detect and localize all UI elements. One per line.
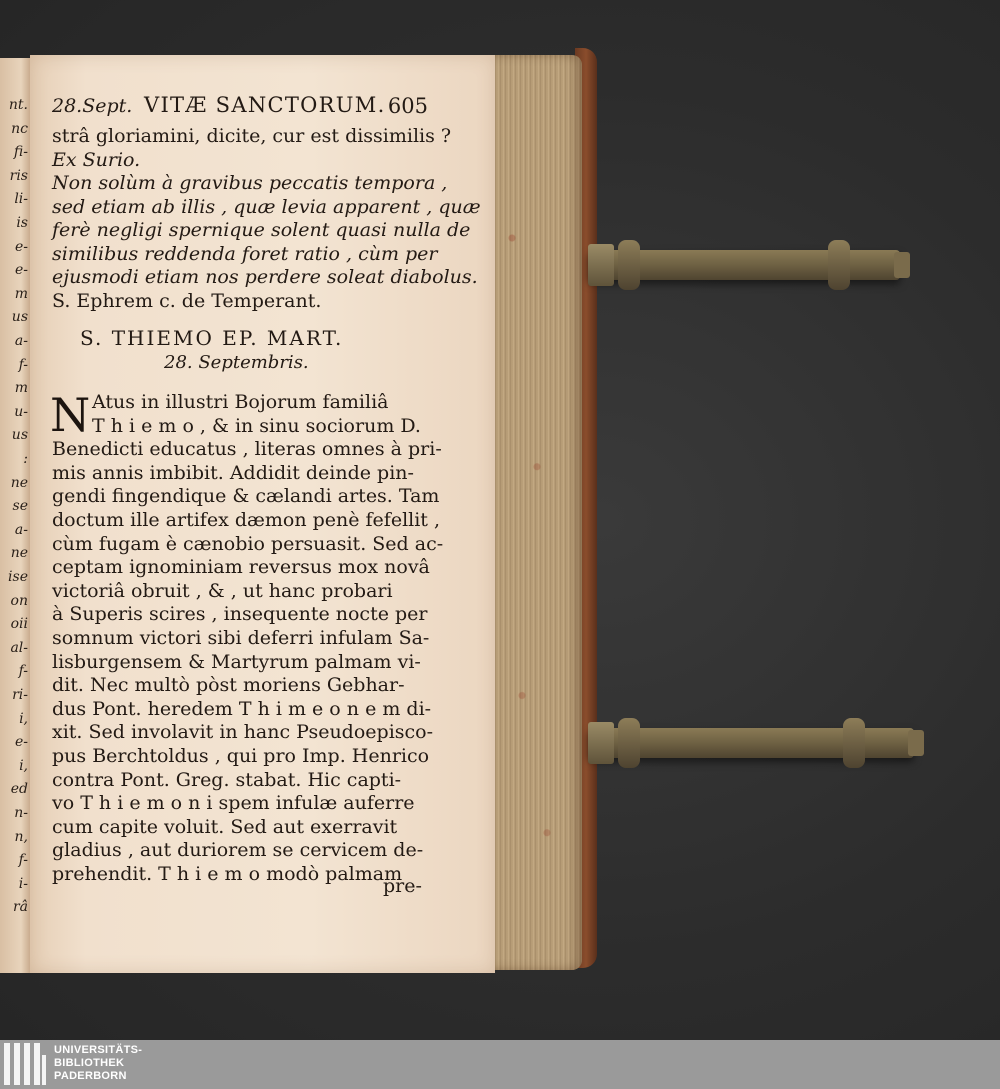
body-text-line: T h i e m o , & in sinu sociorum D.: [92, 414, 421, 437]
running-head-title: VITÆ SANCTORUM.: [144, 93, 386, 117]
body-text-line: cum capite voluit. Sed aut exerravit: [52, 815, 398, 838]
facing-page-fragment: :: [23, 451, 28, 467]
facing-page-fragment: f-: [18, 663, 28, 680]
facing-page-fragment: oii: [10, 616, 28, 633]
body-text-line: cùm fugam è cænobio persuasit. Sed ac-: [52, 532, 444, 555]
upper-text-line: sed etiam ab illis , quæ levia apparent , quæ: [52, 195, 481, 218]
body-text-line: victoriâ obruit , & , ut hanc probari: [52, 579, 393, 602]
facing-page-fragment: us: [11, 309, 28, 326]
running-head-date: 28.Sept.: [52, 95, 133, 117]
facing-page-fragment: m: [14, 380, 28, 397]
body-text-line: doctum ille artifex dæmon penè fefellit ,: [52, 509, 441, 531]
section-heading: S. THIEMO EP. MART.: [80, 326, 344, 350]
body-text-line: mis annis imbibit. Addidit deinde pin-: [52, 461, 414, 484]
upper-text-line: ejusmodi etiam nos perdere soleat diabolus.: [52, 266, 478, 288]
page-block-edge: [482, 55, 582, 970]
upper-text-line: ferè negligi spernique solent quasi nulla de: [52, 219, 471, 241]
facing-page-fragment: fi-: [13, 144, 28, 161]
facing-page-fragment: e-: [14, 734, 28, 751]
upper-text-line: Non solùm à gravibus peccatis tempora ,: [52, 172, 448, 194]
facing-page-fragment: ris: [9, 167, 28, 184]
facing-page-fragment: a-: [14, 333, 28, 349]
facing-page-fragment: ise: [8, 569, 28, 585]
footer-bar: [0, 1040, 1000, 1089]
facing-page-fragment: ne: [10, 474, 28, 491]
body-text-line: Benedicti educatus , literas omnes à pri-: [52, 438, 442, 461]
facing-page-edge: [0, 58, 31, 973]
body-text-line: vo T h i e m o n i spem infulæ auferre: [52, 792, 415, 815]
facing-page-fragment: e-: [14, 262, 28, 279]
body-text-line: gendi fingendique & cælandi artes. Tam: [52, 485, 440, 508]
upper-text-line: similibus reddenda foret ratio , cùm per: [52, 242, 438, 265]
catchword: pre-: [383, 875, 422, 897]
logo-line-2: BIBLIOTHEK: [54, 1057, 125, 1069]
upper-clasp: [588, 250, 900, 280]
facing-page-fragment: nt.: [8, 97, 28, 113]
section-date: 28. Septembris.: [164, 352, 309, 373]
logo-line-1: UNIVERSITÄTS-: [54, 1044, 143, 1056]
body-text-line: gladius , aut duriorem se cervicem de-: [52, 839, 424, 862]
body-text-line: ceptam ignominiam reversus mox novâ: [52, 556, 430, 579]
body-text-line: pus Berchtoldus , qui pro Imp. Henrico: [52, 745, 430, 767]
facing-page-fragment: f-: [18, 852, 28, 869]
facing-page-fragment: râ: [12, 899, 28, 916]
facing-page-fragment: n,: [14, 828, 28, 845]
facing-page-fragment: i,: [19, 757, 28, 774]
logo-line-3: PADERBORN: [54, 1070, 127, 1082]
page-number: 605: [387, 94, 428, 118]
facing-page-fragment: ri-: [12, 687, 28, 703]
facing-page-fragment: us: [11, 427, 28, 444]
body-text-line: lisburgensem & Martyrum palmam vi-: [52, 650, 421, 673]
body-text-line: xit. Sed involavit in hanc Pseudoepisco-: [52, 721, 434, 744]
facing-page-fragment: is: [16, 215, 28, 231]
library-logo-icon: [4, 1043, 50, 1085]
facing-page-fragment: nc: [11, 120, 28, 137]
running-head: [52, 93, 428, 121]
body-text-line: dus Pont. heredem T h i m e o n e m di-: [52, 697, 432, 720]
facing-page-fragment: on: [10, 592, 28, 609]
facing-page-fragment: a-: [14, 521, 28, 538]
upper-text-line: Ex Surio.: [52, 148, 141, 171]
body-text-line: à Superis scires , insequente nocte per: [52, 603, 428, 626]
upper-text-line: strâ gloriamini, dicite, cur est dissimilis ?: [52, 125, 452, 147]
facing-page-fragment: ne: [10, 545, 28, 562]
facing-page-fragment: ed: [10, 781, 28, 798]
facing-page-fragment: i,: [19, 710, 28, 727]
drop-cap: N: [50, 388, 91, 442]
facing-page-fragment: e-: [14, 238, 28, 255]
facing-page-fragment: m: [14, 285, 28, 302]
facing-page-fragment: i-: [18, 875, 28, 892]
facing-page-fragment: u-: [14, 403, 28, 420]
facing-page-fragment: li-: [14, 191, 28, 208]
facing-page-fragment: al-: [10, 639, 28, 656]
body-text-line: contra Pont. Greg. stabat. Hic capti-: [52, 768, 402, 791]
facing-page-fragment: f-: [18, 356, 28, 373]
body-text-line: prehendit. T h i e m o modò palmam: [52, 863, 403, 885]
facing-page-fragment: n-: [14, 805, 28, 821]
upper-text-line: S. Ephrem c. de Temperant.: [52, 289, 322, 312]
body-text-line: somnum victori sibi deferri infulam Sa-: [52, 627, 430, 649]
lower-clasp: [588, 728, 914, 758]
body-text-line: Atus in illustri Bojorum familiâ: [92, 391, 389, 413]
facing-page-fragment: se: [12, 498, 28, 515]
library-logo-text: [54, 1044, 142, 1083]
body-text-line: dit. Nec multò pòst moriens Gebhar-: [52, 674, 405, 697]
